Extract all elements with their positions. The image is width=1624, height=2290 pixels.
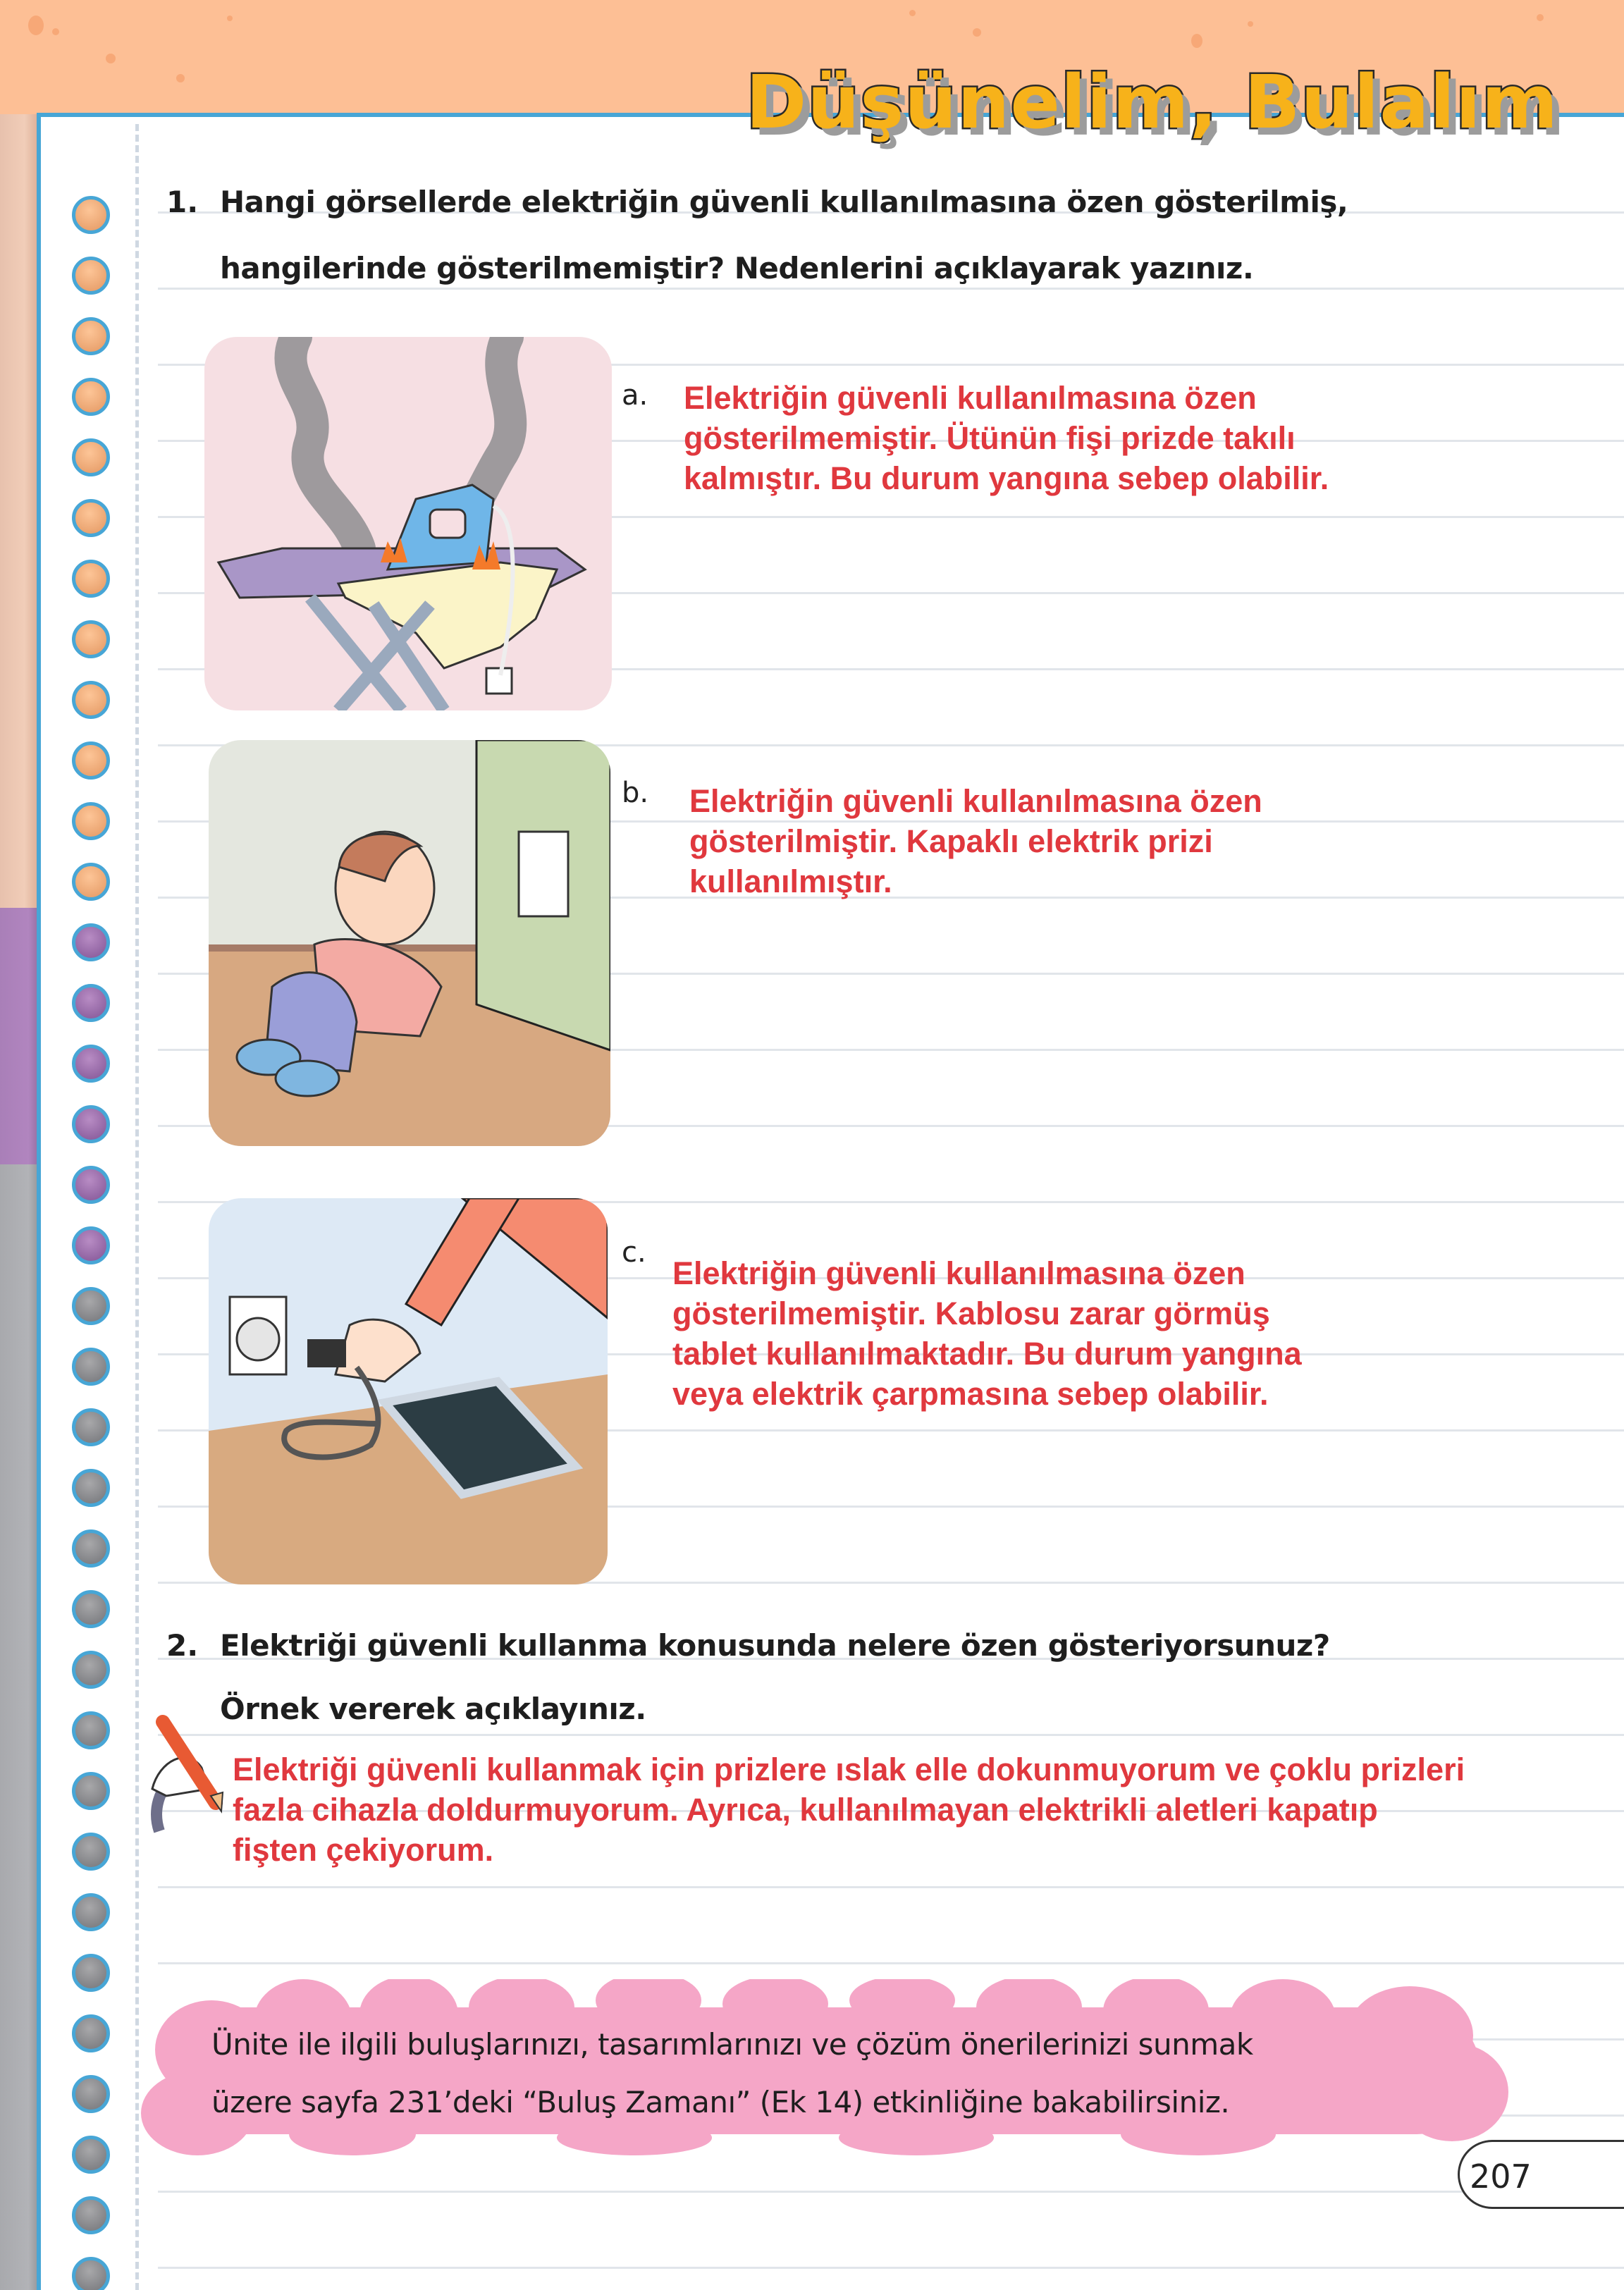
binder-ring	[72, 2257, 110, 2290]
binder-ring	[72, 438, 110, 476]
page-title: Düşünelim, Bulalım	[746, 59, 1559, 145]
page-number: 207	[1470, 2157, 1532, 2196]
binder-ring	[72, 1045, 110, 1083]
binder-ring	[72, 1469, 110, 1507]
binder-ring	[72, 1590, 110, 1628]
answer-line: Elektriğin güvenli kullanılmasına özen	[689, 783, 1262, 819]
binder-ring	[72, 1529, 110, 1568]
pencil-hand-icon	[138, 1711, 230, 1838]
note-line-1: Ünite ile ilgili buluşlarınızı, tasarımlarınızı ve çözüm önerilerinizi sunmak	[211, 2027, 1253, 2062]
answer-line: gösterilmemiştir. Ütünün fişi prizde takılı	[684, 420, 1296, 456]
binder-ring	[72, 2136, 110, 2174]
iron-on-fire-icon	[204, 337, 612, 710]
binder-ring	[72, 1166, 110, 1204]
binder-ring	[72, 620, 110, 658]
damaged-cable-tablet-icon	[209, 1198, 608, 1584]
item-a-letter: a.	[622, 379, 648, 412]
item-b-letter: b.	[622, 777, 649, 809]
edge-band-orange	[0, 0, 41, 908]
binder-ring	[72, 499, 110, 537]
edge-band-gray	[0, 1164, 41, 2290]
binder-ring	[72, 1954, 110, 1992]
binder-ring	[72, 2075, 110, 2113]
binder-ring	[72, 1833, 110, 1871]
binder-ring	[72, 196, 110, 234]
edge-band-purple	[0, 908, 41, 1164]
answer-line: fişten çekiyorum.	[233, 1832, 494, 1868]
note-cloud-shape	[141, 1979, 1508, 2155]
binder-ring	[72, 741, 110, 780]
item-b-answer	[689, 781, 1262, 901]
question-1-number: 1.	[166, 185, 199, 219]
baby-covered-socket-icon	[209, 740, 610, 1146]
answer-line: Elektriği güvenli kullanmak için prizlere ıslak elle dokunmuyorum ve çoklu prizleri	[233, 1752, 1465, 1787]
question-2-answer	[233, 1749, 1465, 1870]
question-2-line-2: Örnek vererek açıklayınız.	[220, 1692, 646, 1726]
answer-line: gösterilmemiştir. Kablosu zarar görmüş	[672, 1295, 1270, 1331]
binder-ring	[72, 2014, 110, 2052]
binder-ring	[72, 802, 110, 840]
question-2-line-1: Elektriği güvenli kullanma konusunda nelere özen gösteriyorsunuz?	[220, 1628, 1330, 1663]
binder-ring	[72, 317, 110, 355]
binder-ring	[72, 257, 110, 295]
answer-line: kalmıştır. Bu durum yangına sebep olabilir.	[684, 460, 1329, 496]
binder-ring	[72, 1711, 110, 1749]
binder-ring	[72, 1893, 110, 1931]
item-a-answer	[684, 378, 1329, 498]
binder-ring	[72, 1408, 110, 1446]
binder-ring	[72, 378, 110, 416]
binder-ring	[72, 1348, 110, 1386]
question-2-number: 2.	[166, 1628, 199, 1663]
binder-ring	[72, 2196, 110, 2234]
illustration-iron	[204, 337, 612, 710]
answer-line: veya elektrik çarpmasına sebep olabilir.	[672, 1376, 1269, 1412]
page-number-tab	[1458, 2140, 1624, 2209]
answer-line: fazla cihazla doldurmuyorum. Ayrıca, kullanılmayan elektrikli aletleri kapatıp	[233, 1792, 1378, 1828]
question-1-line-2: hangilerinde gösterilmemiştir? Nedenlerini açıklayarak yazınız.	[220, 251, 1254, 285]
answer-line: tablet kullanılmaktadır. Bu durum yangına	[672, 1336, 1302, 1372]
binder-ring	[72, 1772, 110, 1810]
note-line-2: üzere sayfa 231’deki “Buluş Zamanı” (Ek 14) etkinliğine bakabilirsiniz.	[211, 2085, 1230, 2119]
answer-line: gösterilmiştir. Kapaklı elektrik prizi	[689, 823, 1213, 859]
binder-ring	[72, 1105, 110, 1143]
answer-line: Elektriğin güvenli kullanılmasına özen	[684, 380, 1257, 416]
illustration-tablet	[209, 1198, 608, 1584]
question-1-line-1: Hangi görsellerde elektriğin güvenli kullanılmasına özen gösterilmiş,	[220, 185, 1348, 219]
illustration-baby	[209, 740, 610, 1146]
binder-ring	[72, 1651, 110, 1689]
binder-ring	[72, 1226, 110, 1264]
binder-ring	[72, 863, 110, 901]
binder-ring	[72, 1287, 110, 1325]
binder-ring	[72, 560, 110, 598]
margin-dashed-line	[135, 124, 139, 2290]
binder-ring	[72, 984, 110, 1022]
answer-line: kullanılmıştır.	[689, 863, 892, 899]
item-c-letter: c.	[622, 1236, 646, 1269]
answer-line: Elektriğin güvenli kullanılmasına özen	[672, 1255, 1245, 1291]
binder-ring	[72, 923, 110, 961]
binder-ring	[72, 681, 110, 719]
item-c-answer	[672, 1253, 1302, 1414]
